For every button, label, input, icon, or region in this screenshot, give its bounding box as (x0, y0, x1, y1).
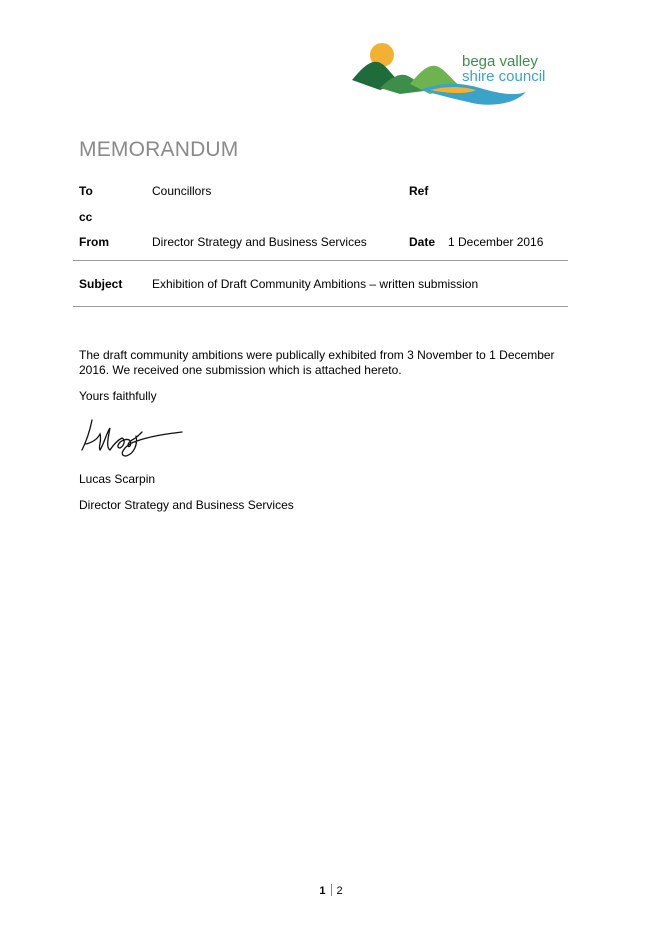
subject-value: Exhibition of Draft Community Ambitions – written submission (152, 277, 479, 291)
page-number (0, 884, 662, 897)
from-label: From (79, 235, 109, 249)
logo-text-line1: bega valley (462, 53, 538, 70)
subject-label: Subject (79, 277, 123, 291)
total-pages: 2 (336, 885, 343, 897)
header-divider-top (73, 260, 568, 261)
from-value: Director Strategy and Business Services (152, 235, 367, 249)
logo-text-line2: shire council (462, 68, 546, 85)
current-page: 1 (319, 885, 326, 897)
signatory-name: Lucas Scarpin (79, 472, 156, 486)
cc-label: cc (79, 210, 93, 224)
date-label: Date (409, 235, 436, 249)
header-divider-bottom (73, 306, 568, 307)
date-value: 1 December 2016 (448, 235, 544, 249)
to-value: Councillors (152, 184, 212, 198)
to-label: To (79, 184, 93, 198)
closing-line: Yours faithfully (79, 389, 157, 403)
signature-image (80, 414, 184, 458)
memo-title: MEMORANDUM (79, 138, 239, 161)
page-separator (331, 884, 332, 896)
logo-wordmark (462, 54, 545, 84)
body-paragraph: The draft community ambitions were publically exhibited from 3 November to 1 December 2016. We received one submission which is attached hereto. (79, 348, 555, 377)
ref-label: Ref (409, 184, 429, 198)
signatory-title: Director Strategy and Business Services (79, 498, 294, 512)
